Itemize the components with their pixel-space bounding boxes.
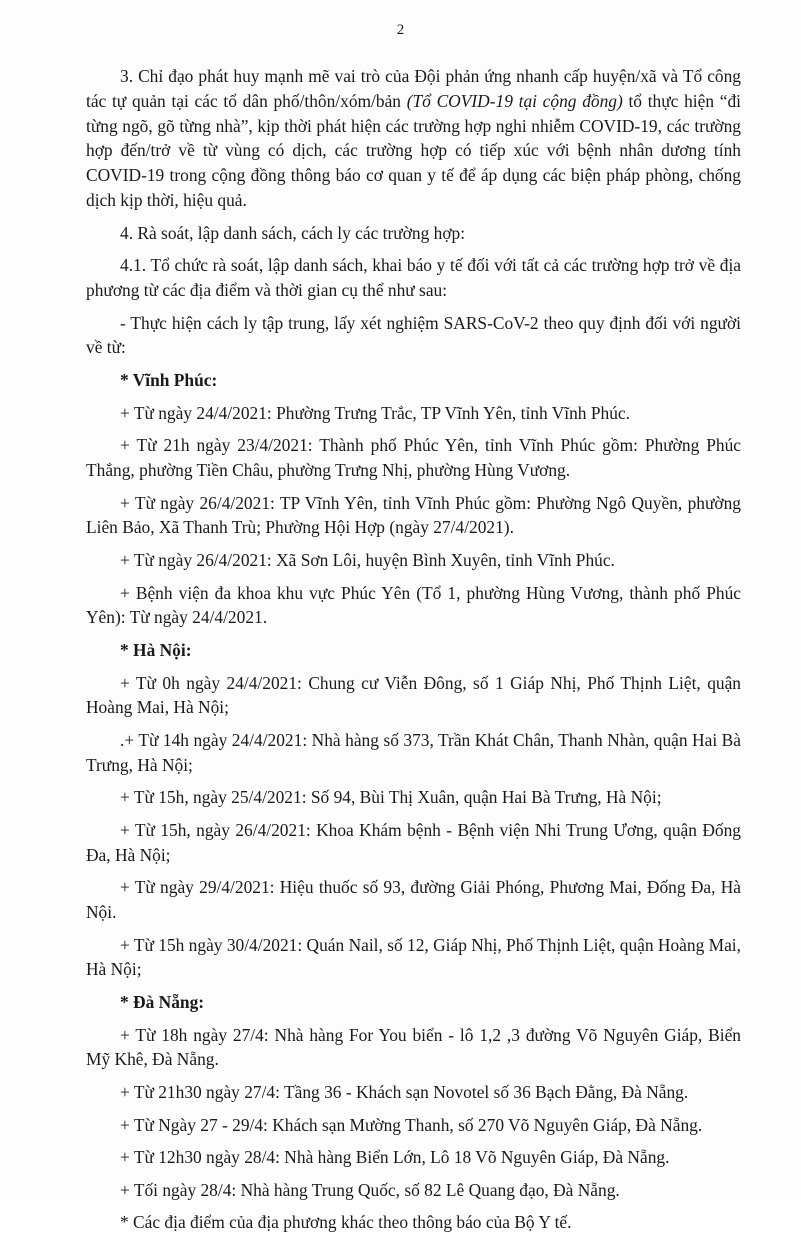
- paragraph-3-italic: (Tổ COVID-19 tại cộng đồng): [406, 90, 623, 111]
- list-item-vinh-phuc: + Từ ngày 26/4/2021: Xã Sơn Lôi, huyện Bình Xuyên, tỉnh Vĩnh Phúc.: [120, 549, 615, 570]
- list-item-vinh-phuc: + Từ 21h ngày 23/4/2021: Thành phố Phúc Yên, tỉnh Vĩnh Phúc gồm: Phường Phúc Thắng, phường Tiền Châu, phường Trưng Nhị, phường Hùng Vương.: [86, 435, 741, 480]
- page-number: 2: [396, 22, 405, 38]
- paragraph-4: 4. Rà soát, lập danh sách, cách ly các trường hợp:: [120, 222, 466, 243]
- paragraph-4-1: 4.1. Tổ chức rà soát, lập danh sách, khai báo y tế đối với tất cả các trường hợp trở về địa phương từ các địa điểm và thời gian cụ thể như sau:: [86, 255, 741, 300]
- list-item-da-nang: + Tối ngày 28/4: Nhà hàng Trung Quốc, số 82 Lê Quang đạo, Đà Nẵng.: [120, 1179, 620, 1200]
- list-item-vinh-phuc: + Từ ngày 24/4/2021: Phường Trưng Trắc, TP Vĩnh Yên, tỉnh Vĩnh Phúc.: [120, 402, 630, 423]
- list-item-vinh-phuc: + Bệnh viện đa khoa khu vực Phúc Yên (Tổ 1, phường Hùng Vương, thành phố Phúc Yên): Từ ngày 24/4/2021.: [86, 582, 741, 628]
- paragraph-isolation: - Thực hiện cách ly tập trung, lấy xét nghiệm SARS-CoV-2 theo quy định đối với người về từ:: [86, 312, 741, 358]
- list-item-ha-noi: + Từ 15h, ngày 25/4/2021: Số 94, Bùi Thị Xuân, quận Hai Bà Trưng, Hà Nội;: [120, 787, 662, 808]
- list-item-ha-noi: + Từ 15h, ngày 26/4/2021: Khoa Khám bệnh - Bệnh viện Nhi Trung Ương, quận Đống Đa, Hà Nội;: [86, 819, 741, 865]
- list-item-ha-noi: + Từ 0h ngày 24/4/2021: Chung cư Viễn Đông, số 1 Giáp Nhị, Phố Thịnh Liệt, quận Hoàng Mai, Hà Nội;: [86, 672, 741, 718]
- paragraph-3-text-end: tổ thực hiện “đi từng ngõ, gõ từng nhà”, kịp thời phát hiện các trường hợp nghi nhiễm COVID-19, các trường hợp đến/trở về từ vùng có dịch, các trường hợp có tiếp xúc với bệnh nhân dương tính COVID-19 trong cộng đồng thông báo cơ quan y tế để áp dụng các biện pháp phòng, chống dịch kịp thời, hiệu quả.: [86, 90, 741, 210]
- list-item-ha-noi: + Từ 15h ngày 30/4/2021: Quán Nail, số 12, Giáp Nhị, Phố Thịnh Liệt, quận Hoàng Mai, Hà Nội;: [86, 934, 741, 980]
- heading-da-nang: * Đà Nẵng:: [120, 992, 205, 1013]
- paragraph-3-text: 3. Chỉ đạo phát huy mạnh mẽ vai trò của Đội phản ứng nhanh cấp huyện/xã và Tổ công tác tự quản tại các tổ dân phố/thôn/xóm/bản: [86, 66, 741, 111]
- list-item-vinh-phuc: + Từ ngày 26/4/2021: TP Vĩnh Yên, tỉnh Vĩnh Phúc gồm: Phường Ngô Quyền, phường Liên Bảo, Xã Thanh Trù; Phường Hội Hợp (ngày 27/4/2021).: [86, 492, 741, 538]
- document-body: [86, 64, 741, 1235]
- list-item-da-nang: + Từ 21h30 ngày 27/4: Tầng 36 - Khách sạn Novotel số 36 Bạch Đằng, Đà Nẵng.: [120, 1082, 689, 1103]
- list-item-da-nang: + Từ 18h ngày 27/4: Nhà hàng For You biển - lô 1,2 ,3 đường Võ Nguyên Giáp, Biển Mỹ Khê, Đà Nẵng.: [86, 1024, 741, 1070]
- list-item-ha-noi: .+ Từ 14h ngày 24/4/2021: Nhà hàng số 373, Trần Khát Chân, Thanh Nhàn, quận Hai Bà Trưng, Hà Nội;: [86, 729, 741, 775]
- list-item-ha-noi: + Từ ngày 29/4/2021: Hiệu thuốc số 93, đường Giải Phóng, Phương Mai, Đống Đa, Hà Nội.: [86, 877, 741, 923]
- paragraph-3: [86, 64, 741, 213]
- list-item-da-nang: + Từ Ngày 27 - 29/4: Khách sạn Mường Thanh, số 270 Võ Nguyên Giáp, Đà Nẵng.: [120, 1114, 703, 1135]
- list-item-da-nang: + Từ 12h30 ngày 28/4: Nhà hàng Biển Lớn, Lô 18 Võ Nguyên Giáp, Đà Nẵng.: [120, 1147, 670, 1168]
- heading-ha-noi: * Hà Nội:: [120, 639, 192, 660]
- other-locations-note: * Các địa điểm của địa phương khác theo thông báo của Bộ Y tế.: [120, 1212, 572, 1233]
- heading-vinh-phuc: * Vĩnh Phúc:: [120, 369, 218, 390]
